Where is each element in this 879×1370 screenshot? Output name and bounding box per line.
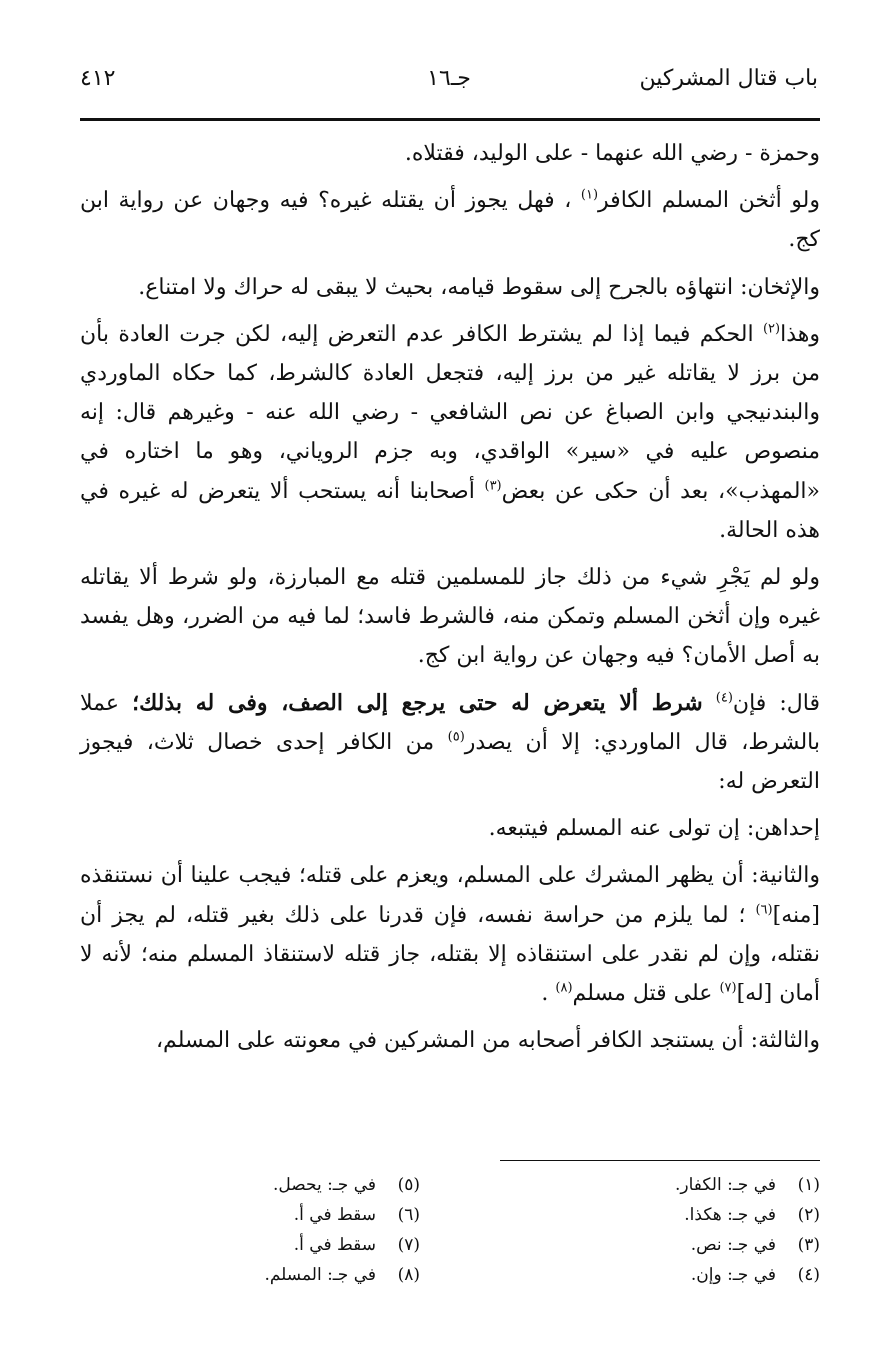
footnote-ref: (٢) (762, 321, 781, 337)
volume-label: جـ١٦ (427, 66, 471, 91)
footnote: (٧)سقط في أ. (293, 1235, 420, 1255)
paragraph: إحداهن: إن تولى عنه المسلم فيتبعه. (488, 816, 820, 842)
header-rule (80, 118, 820, 121)
footnotes-column-left (90, 1170, 420, 1290)
footnote: (٣)في جـ: نص. (690, 1235, 820, 1255)
paragraph: والإثخان: انتهاؤه بالجرح إلى سقوط قيامه، بحيث لا يبقى له حراك ولا امتناع. (138, 274, 820, 300)
quoted-matn: شرط ألا يتعرض له حتى يرجع إلى الصف، وفى له بذلك؛ (132, 689, 703, 716)
paragraph: والثالثة: أن يستنجد الكافر أصحابه من المشركين في معونته على المسلم، (155, 1028, 820, 1054)
footnote: (٢)في جـ: هكذا. (684, 1205, 820, 1225)
page-number: ٤١٢ (80, 66, 116, 91)
footnote: (٤)في جـ: وإن. (690, 1265, 820, 1285)
main-text (80, 134, 820, 1060)
footnote: (١)في جـ: الكفار. (674, 1175, 820, 1195)
page-header (80, 66, 818, 106)
footnote-ref: (٨) (555, 980, 573, 996)
footnote-ref: (٦) (755, 902, 773, 918)
footnotes-column-right (490, 1170, 820, 1290)
footnote-ref: (٤) (715, 690, 733, 706)
paragraph: والثانية: أن يظهر المشرك على المسلم، ويعزم على قتله؛ فيجب علينا أن نستنقذه [منه]$^{(٦)}$ ؛ لما يلزم من حراسة نفسه، فإن قدرنا على ذلك بغير قتله، لم يجز أن نقتله، وإن لم نقدر على استنقاذه إلا بقتله، جاز قتله لاستنقاذ المسلم منه؛ لأنه لا أمان [له]$^{(٧)}$ على قتل مسلم$^{(٨)}$ . (80, 863, 820, 1007)
footnote-ref: (٣) (484, 478, 502, 494)
footnote-ref: (٧) (719, 980, 737, 996)
chapter-title: باب قتال المشركين (639, 66, 818, 91)
paragraph: وحمزة - رضي الله عنهما - على الوليد، فقتلاه. (404, 141, 820, 166)
footnote-ref: (١) (580, 187, 599, 203)
paragraph: قال: فإن$^{(٤)}$ شرط ألا يتعرض له حتى يرجع إلى الصف، وفى له بذلك؛ عملا بالشرط، قال الماوردي: إلا أن يصدر$^{(٥)}$ من الكافر إحدى خصال ثلاث، فيجوز التعرض له: (80, 689, 821, 795)
footnote: (٦)سقط في أ. (293, 1205, 420, 1225)
paragraph: ولو أثخن المسلم الكافر$^{(١)}$ ، فهل يجوز أن يقتله غيره؟ فيه وجهان عن رواية ابن كج. (80, 187, 821, 253)
footnote-rule (500, 1160, 820, 1161)
paragraph: وهذا$^{(٢)}$ الحكم فيما إذا لم يشترط الكافر عدم التعرض إليه، لكن جرت العادة بأن من برز لا يقاتله غير من برز إليه، فتجعل العادة كالشرط، كما حكاه الماوردي والبندنيجي وابن الصباغ عن نص الشافعي - رضي الله عنه - وغيرهم قال: إنه منصوص عليه في «سير» الواقدي، وبه جزم الروياني، وهو ما اختاره في «المهذب»، بعد أن حكى عن بعض$^{(٣)}$ أصحابنا أنه يستحب ألا يتعرض له غيره في هذه الحالة. (80, 321, 820, 543)
footnote: (٥)في جـ: يحصل. (272, 1175, 420, 1195)
footnote-ref: (٥) (447, 729, 465, 745)
footnote: (٨)في جـ: المسلم. (264, 1265, 420, 1285)
paragraph: ولو لم يَجْرِ شيء من ذلك جاز للمسلمين قتله مع المبارزة، ولو شرط ألا يقاتله غيره وإن أثخن المسلم وتمكن منه، فالشرط فاسد؛ لما فيه من الضرر، وهل يفسد به أصل الأمان؟ فيه وجهان عن رواية ابن كج. (80, 565, 820, 669)
